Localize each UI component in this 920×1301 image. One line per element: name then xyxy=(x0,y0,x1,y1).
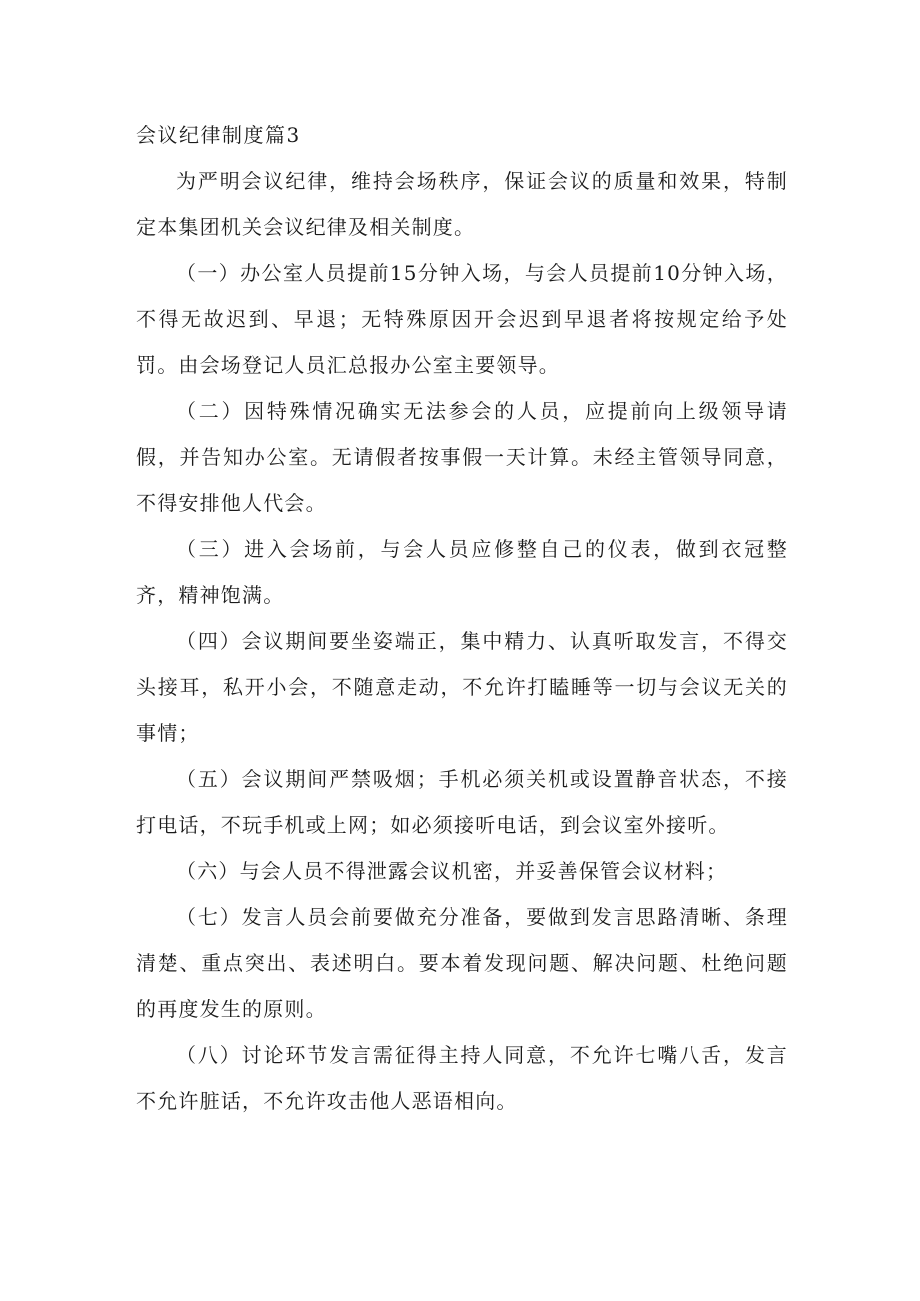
rule-paragraph-3: （三）进入会场前，与会人员应修整自己的仪表，做到衣冠整齐，精神饱满。 xyxy=(136,537,788,607)
rule-paragraph-5: （五）会议期间严禁吸烟；手机必须关机或设置静音状态，不接打电话，不玩手机或上网；如必须接听电话，到会议室外接听。 xyxy=(136,767,788,837)
rule-paragraph-4: （四）会议期间要坐姿端正，集中精力、认真听取发言，不得交头接耳，私开小会，不随意走动，不允许打瞌睡等一切与会议无关的事情； xyxy=(136,629,788,745)
intro-paragraph: 为严明会议纪律，维持会场秩序，保证会议的质量和效果，特制定本集团机关会议纪律及相关制度。 xyxy=(136,169,788,239)
document-title: 会议纪律制度篇3 xyxy=(136,123,301,147)
rule-paragraph-7: （七）发言人员会前要做充分准备，要做到发言思路清晰、条理清楚、重点突出、表述明白。要本着发现问题、解决问题、杜绝问题的再度发生的原则。 xyxy=(136,905,788,1021)
rule-paragraph-6: （六）与会人员不得泄露会议机密，并妥善保管会议材料； xyxy=(176,859,728,883)
rule-paragraph-1: （一）办公室人员提前15分钟入场，与会人员提前10分钟入场，不得无故迟到、早退；无特殊原因开会迟到早退者将按规定给予处罚。由会场登记人员汇总报办公室主要领导。 xyxy=(136,261,788,377)
document-body xyxy=(136,112,788,1124)
rule-paragraph-2: （二）因特殊情况确实无法参会的人员，应提前向上级领导请假，并告知办公室。无请假者按事假一天计算。未经主管领导同意，不得安排他人代会。 xyxy=(136,399,788,515)
rule-paragraph-8: （八）讨论环节发言需征得主持人同意，不允许七嘴八舌，发言不允许脏话，不允许攻击他人恶语相向。 xyxy=(136,1043,788,1113)
